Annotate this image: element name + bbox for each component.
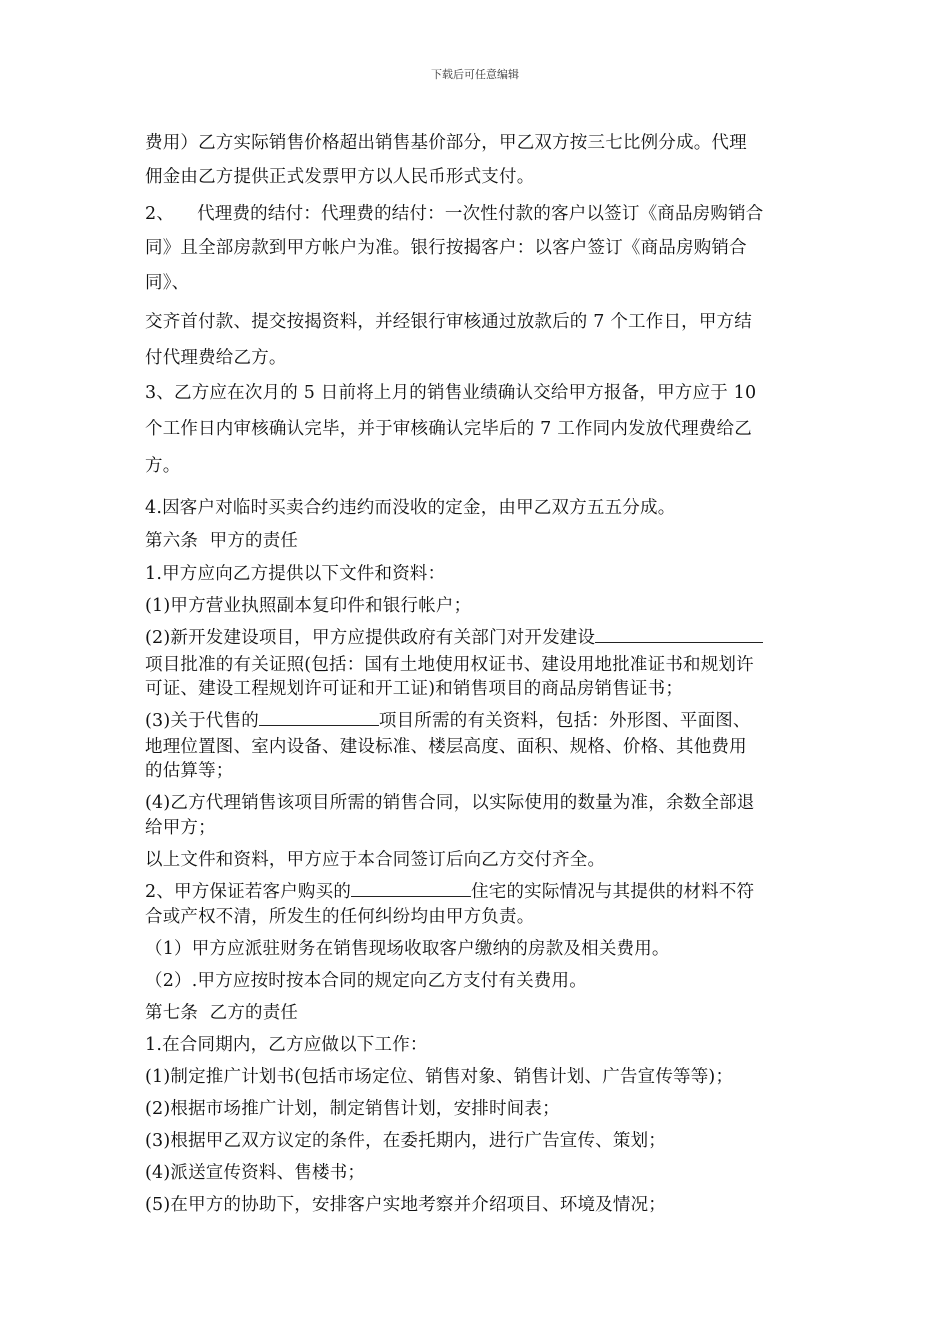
text-segment: 住宅的实际情况与其提供的材料不符: [471, 882, 755, 902]
text-line: 合或产权不清，所发生的任何纠纷均由甲方负责。: [145, 907, 535, 927]
page-header: 下载后可任意编辑: [431, 68, 519, 81]
text-line: 项目批准的有关证照(包括：国有土地使用权证书、建设用地批准证书和规划许: [145, 655, 754, 675]
text-line: 1.在合同期内，乙方应做以下工作：: [145, 1035, 428, 1055]
fill-in-blank: [595, 626, 763, 643]
text-line: [145, 624, 815, 649]
text-line: （2）.甲方应按时按本合同的规定向乙方支付有关费用。: [145, 971, 587, 991]
text-line: (1)甲方营业执照副本复印件和银行帐户；: [145, 596, 472, 616]
text-line: 1.甲方应向乙方提供以下文件和资料：: [145, 564, 446, 584]
section-heading: 第七条 乙方的责任: [145, 1003, 299, 1023]
text-line: 同》、: [145, 273, 190, 293]
text-line: 可证、建设工程规划许可证和开工证)和销售项目的商品房销售证书；: [145, 679, 684, 699]
text-line: (3)根据甲乙双方议定的条件，在委托期内，进行广告宣传、策划；: [145, 1131, 666, 1151]
fill-in-blank: [259, 709, 379, 726]
text-line: 4.因客户对临时买卖合约违约而没收的定金，由甲乙双方五五分成。: [145, 498, 676, 518]
text-segment: (2)新开发建设项目，甲方应提供政府有关部门对开发建设: [145, 628, 596, 648]
text-line: (5)在甲方的协助下，安排客户实地考察并介绍项目、环境及情况；: [145, 1195, 666, 1215]
text-line: (2)根据市场推广计划，制定销售计划，安排时间表；: [145, 1099, 560, 1119]
text-line: 的估算等；: [145, 761, 234, 781]
text-line: [145, 707, 815, 732]
text-line: [145, 878, 815, 903]
text-line: 方。: [145, 456, 181, 476]
text-line: （1）甲方应派驻财务在销售现场收取客户缴纳的房款及相关费用。: [145, 939, 670, 959]
text-line: 给甲方；: [145, 818, 216, 838]
text-line: 地理位置图、室内设备、建设标准、楼层高度、面积、规格、价格、其他费用: [145, 737, 747, 757]
text-line: (4)乙方代理销售该项目所需的销售合同，以实际使用的数量为准，余数全部退: [145, 793, 755, 813]
section-heading: 第六条 甲方的责任: [145, 531, 299, 551]
text-segment: 项目所需的有关资料，包括：外形图、平面图、: [378, 711, 751, 731]
text-line: 以上文件和资料，甲方应于本合同签订后向乙方交付齐全。: [145, 850, 606, 870]
text-line: 付代理费给乙方。: [145, 348, 287, 368]
text-line: 佣金由乙方提供正式发票甲方以人民币形式支付。: [145, 167, 535, 187]
text-line: (4)派送宣传资料、售楼书；: [145, 1163, 366, 1183]
text-line: 费用）乙方实际销售价格超出销售基价部分，甲乙双方按三七比例分成。代理: [145, 133, 747, 153]
text-line: 3、乙方应在次月的 5 日前将上月的销售业绩确认交给甲方报备，甲方应于 10: [145, 383, 757, 403]
text-segment: 2、甲方保证若客户购买的: [145, 882, 352, 902]
text-line: 个工作日内审核确认完毕，并于审核确认完毕后的 7 工作同内发放代理费给乙: [145, 419, 752, 439]
text-line: 同》且全部房款到甲方帐户为准。银行按揭客户：以客户签订《商品房购销合: [145, 238, 747, 258]
fill-in-blank: [351, 880, 471, 897]
text-line: 2、 代理费的结付：代理费的结付：一次性付款的客户以签订《商品房购销合: [145, 204, 764, 224]
text-segment: (3)关于代售的: [145, 711, 259, 731]
text-line: 交齐首付款、提交按揭资料，并经银行审核通过放款后的 7 个工作日，甲方结: [145, 312, 752, 332]
text-line: (1)制定推广计划书(包括市场定位、销售对象、销售计划、广告宣传等等)；: [145, 1067, 734, 1087]
